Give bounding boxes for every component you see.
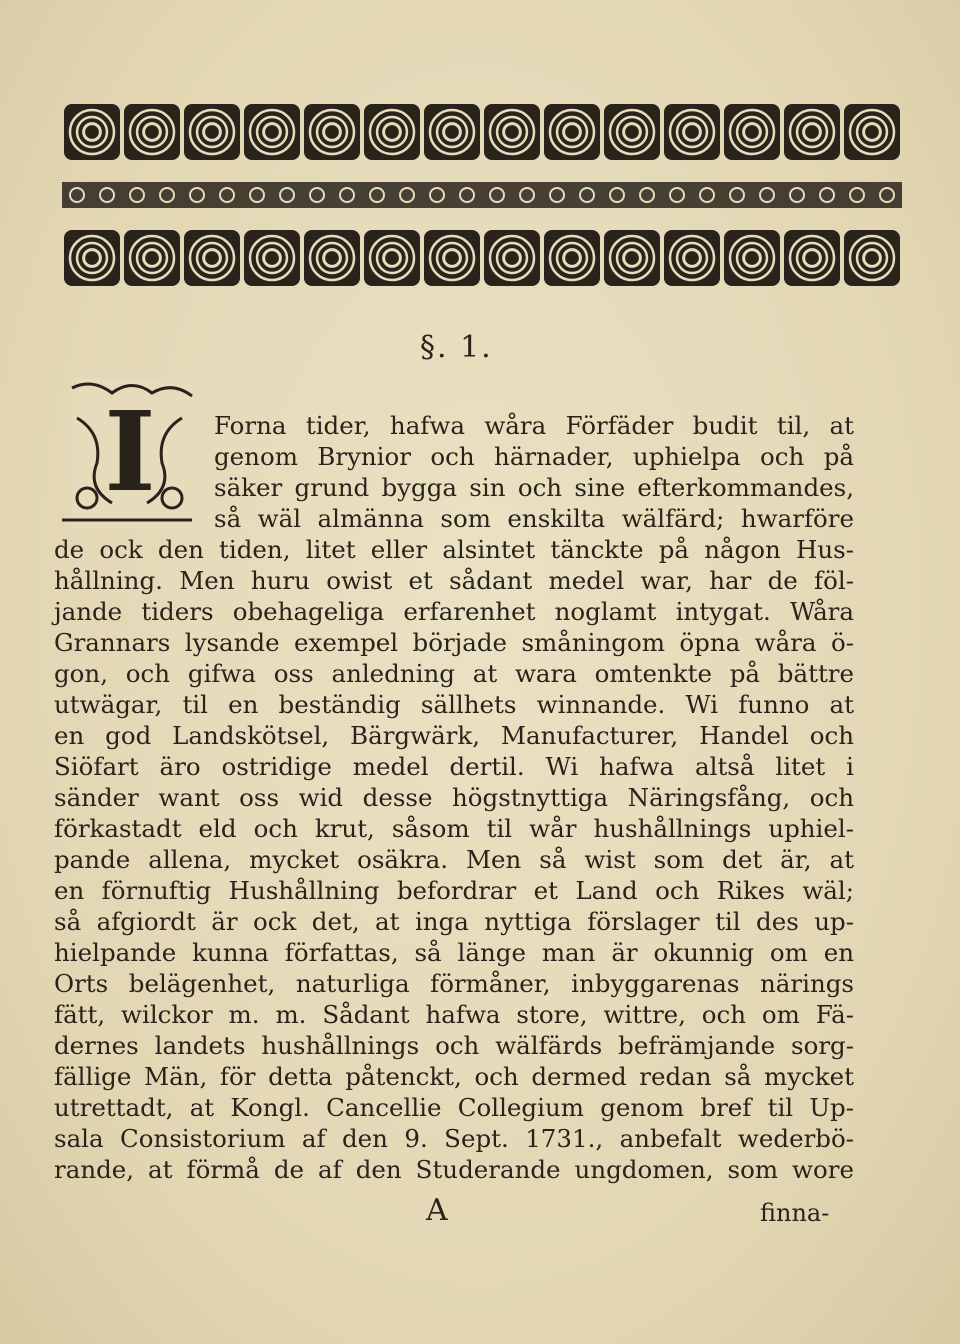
text-line: sänder want oss wid desse högstnyttiga Näringsfång, och: [54, 783, 854, 812]
text-line: fätt, wilckor m. m. Sådant hafwa store, wittre, och om Fä-: [54, 1000, 854, 1029]
text-line: en förnuftig Hushållning befordrar et Land och Rikes wäl;: [54, 876, 854, 905]
text-line: pande allena, mycket osäkra. Men så wist som det är, at: [54, 845, 854, 874]
text-line: de ock den tiden, litet eller alsintet tänckte på någon Hus-: [54, 535, 854, 564]
text-line: sala Consistorium af den 9. Sept. 1731., anbefalt wederbö-: [54, 1124, 854, 1153]
text-line: Grannars lysande exempel började småningom öpna wåra ö-: [54, 628, 854, 657]
catchword: finna-: [760, 1199, 830, 1227]
text-line: förkastadt eld och krut, såsom til wår hushållnings uphiel-: [54, 814, 854, 843]
text-line: gon, och gifwa oss anledning at wara omtenkte på bättre: [54, 659, 854, 688]
ornament-headpiece: [62, 90, 902, 300]
signature-mark: A: [426, 1193, 448, 1228]
text-line: utwägar, til en beständig sällhets winnande. Wi funno at: [54, 690, 854, 719]
text-line: en god Landskötsel, Bärgwärk, Manufacturer, Handel och: [54, 721, 854, 750]
initial-letter: I: [104, 387, 156, 516]
section-heading: §. 1.: [420, 330, 493, 365]
text-line: jande tiders obehageliga erfarenhet noglamt intygat. Wåra: [54, 597, 854, 626]
text-line: säker grund bygga sin och sine efterkommandes,: [214, 473, 854, 502]
text-line: så afgiordt är ock det, at inga nyttiga förslager til des up-: [54, 907, 854, 936]
text-line: så wäl almänna som enskilta wälfärd; hwarföre: [214, 504, 854, 533]
text-line: genom Brynior och härnader, uphielpa och på: [214, 442, 854, 471]
text-line: Orts belägenhet, naturliga förmåner, inbyggarenas närings: [54, 969, 854, 998]
text-line: dernes landets hushållnings och wälfärds befrämjande sorg-: [54, 1031, 854, 1060]
text-line: Forna tider, hafwa wåra Förfäder budit til, at: [214, 411, 854, 440]
text-line: utrettadt, at Kongl. Cancellie Collegium genom bref til Up-: [54, 1093, 854, 1122]
text-line: hielpande kunna författas, så länge man är okunnig om en: [54, 938, 854, 967]
text-line: fällige Män, för detta påtenckt, och dermed redan så mycket: [54, 1062, 854, 1091]
text-line: rande, at förmå de af den Studerande ungdomen, som wore: [54, 1155, 854, 1184]
body-text: [54, 410, 854, 1185]
text-line: Siöfart äro ostridige medel dertil. Wi hafwa altså litet i: [54, 752, 854, 781]
text-line: hållning. Men huru owist et sådant medel war, har de föl-: [54, 566, 854, 595]
